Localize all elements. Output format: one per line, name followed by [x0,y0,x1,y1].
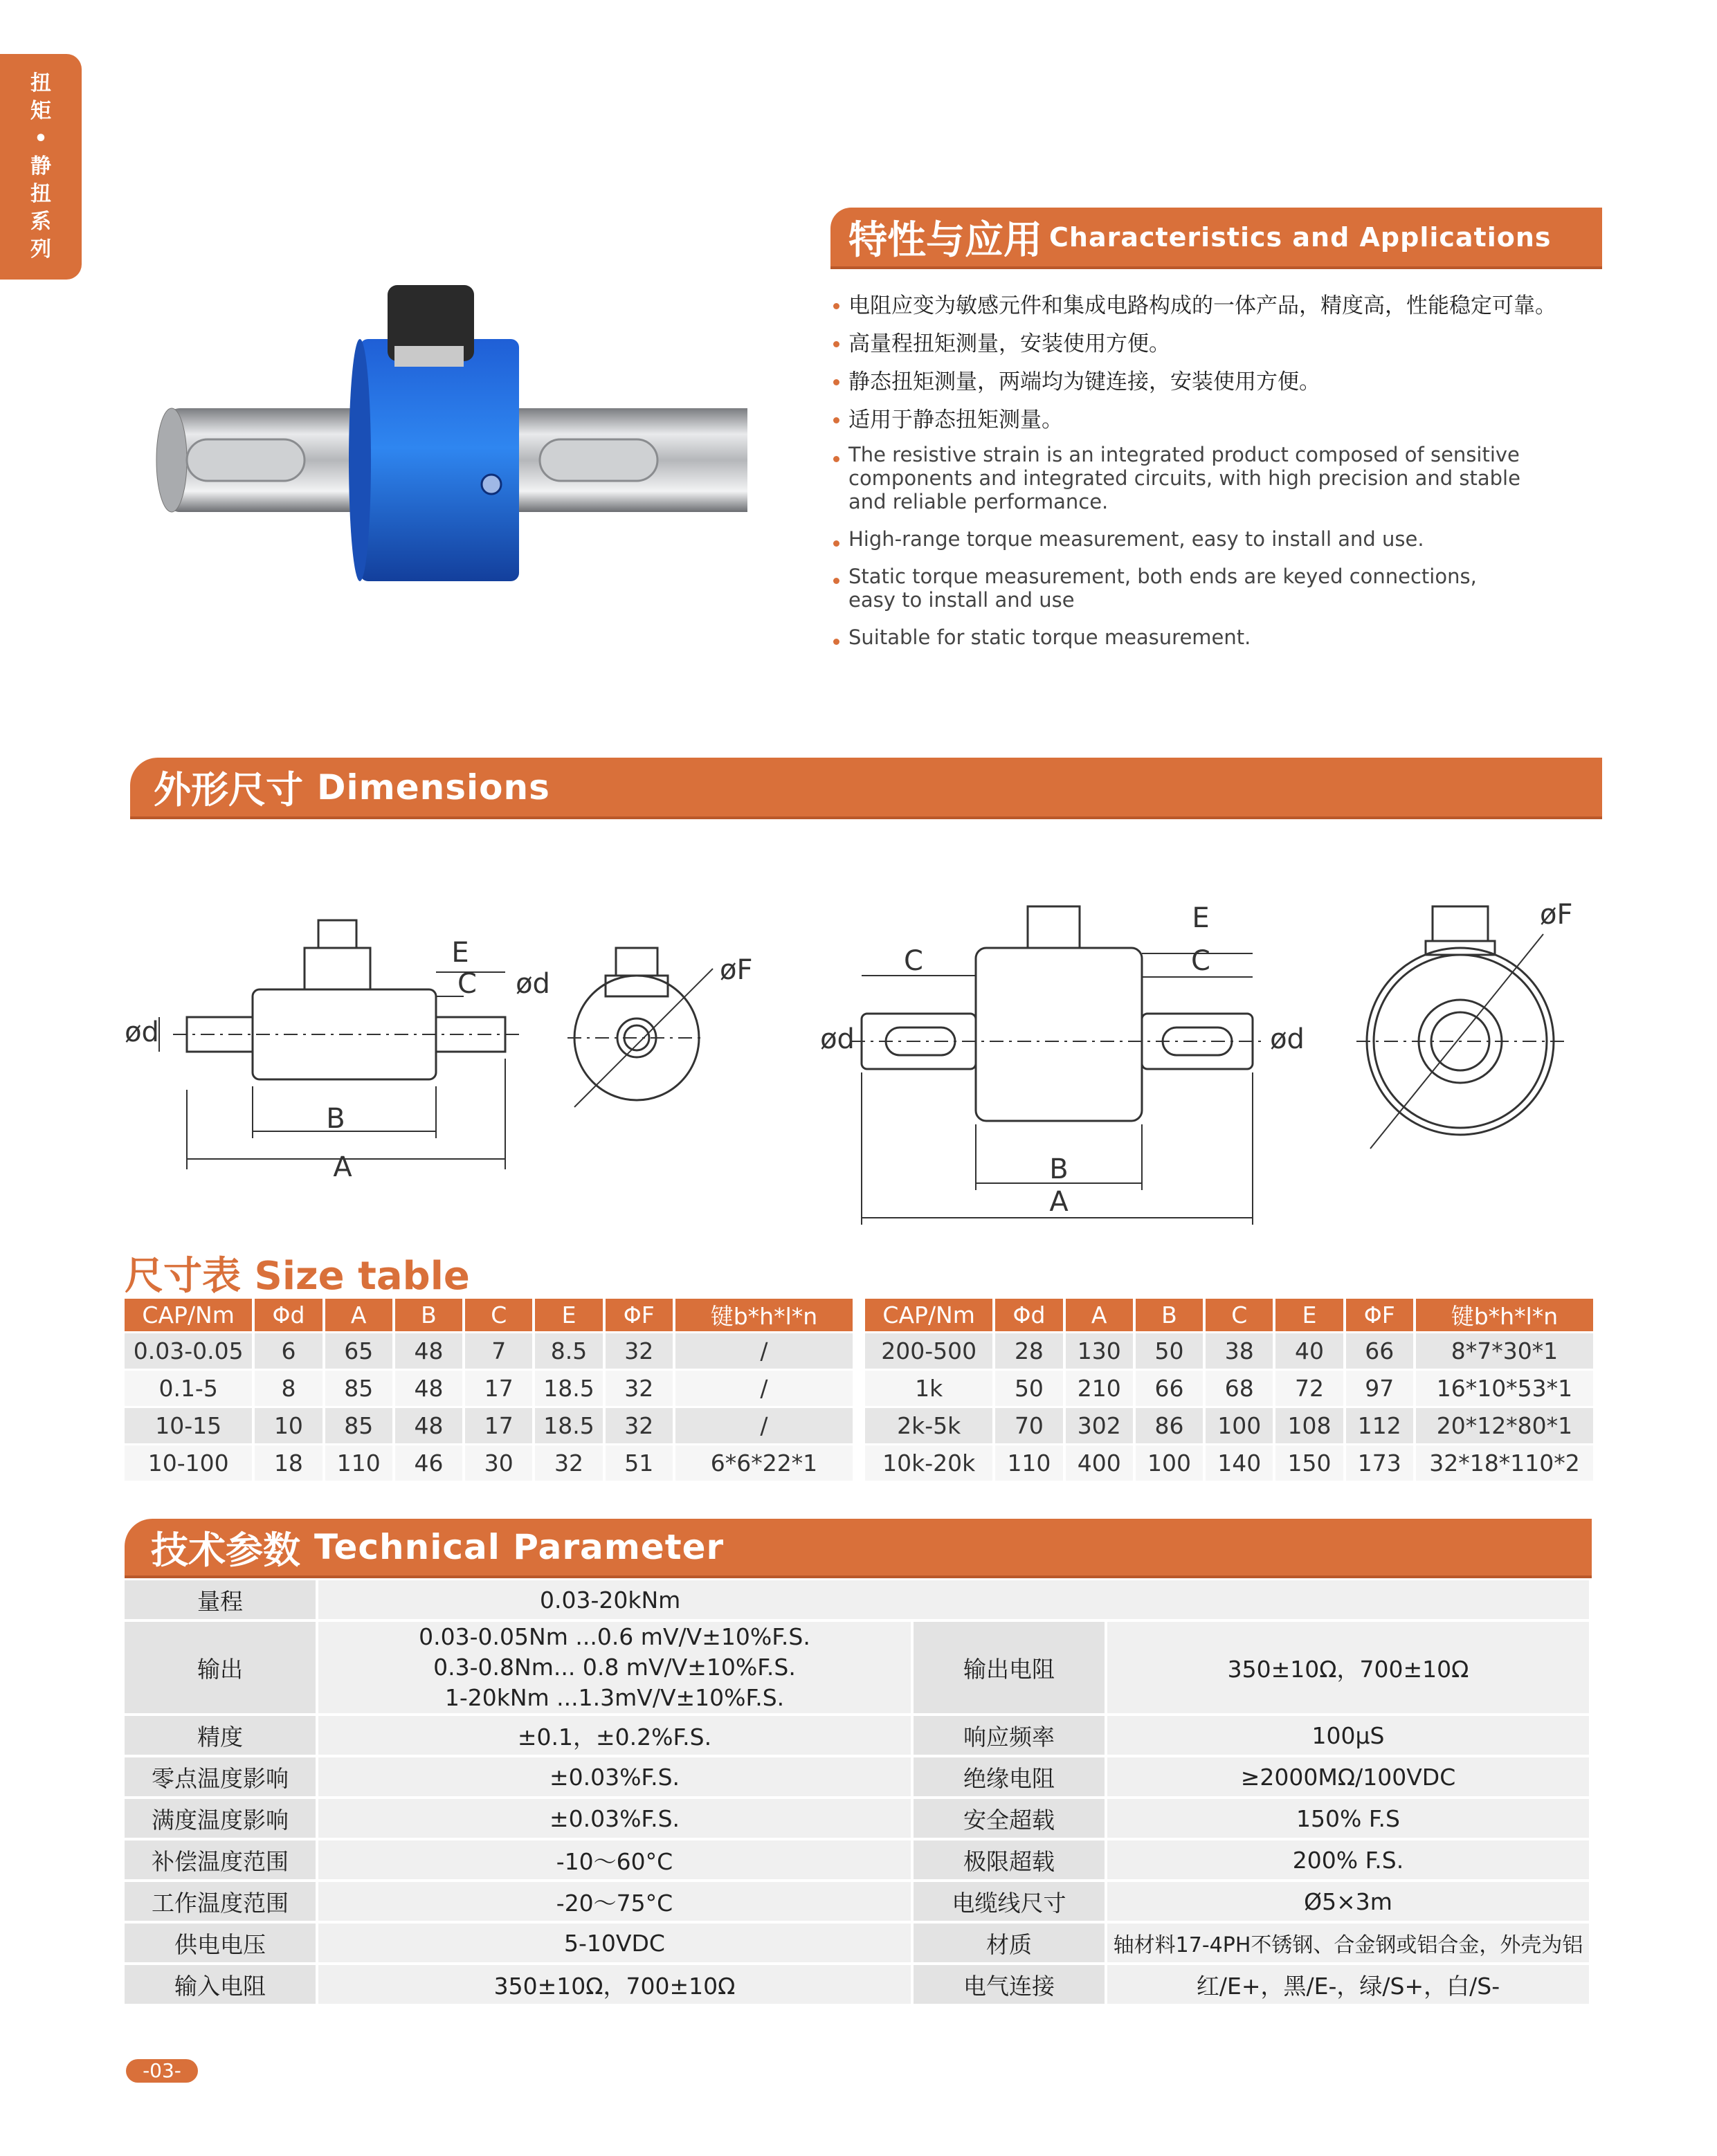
cell: 210 [1066,1371,1133,1406]
feature-cn: 电阻应变为敏感元件和集成电路构成的一体产品，精度高，性能稳定可靠。 [830,287,1619,325]
table-row [125,1622,1592,1713]
table-row [125,1445,853,1481]
cell: 18.5 [535,1371,602,1406]
cell: 32 [535,1445,602,1481]
cell: 16*10*53*1 [1416,1371,1593,1406]
cell: 48 [395,1333,462,1369]
cell: 32 [606,1371,673,1406]
output-line: 0.3-0.8Nm... 0.8 mV/V±10%F.S. [433,1654,796,1681]
size-table-title: 尺寸表 Size table [125,1254,470,1299]
table-row [125,1840,1592,1879]
cell: 66 [1346,1333,1413,1369]
tech-header [125,1519,1592,1575]
param-label: 材质 [914,1924,1107,1962]
cell: 68 [1206,1371,1273,1406]
cell: 110 [325,1445,392,1481]
cell: 28 [995,1333,1062,1369]
output-line: 1-20kNm ...1.3mV/V±10%F.S. [444,1684,785,1711]
cell: 65 [325,1333,392,1369]
cell: 32*18*110*2 [1416,1445,1593,1481]
label-b: B [1049,1153,1069,1185]
side-tab-char: 扭 [30,71,51,95]
side-tab-char: • [34,127,48,151]
feature-cn: 静态扭矩测量，两端均为键连接，安装使用方便。 [830,363,1619,401]
cell: 2k-5k [865,1408,992,1443]
param-value: Ø5×3m [1107,1882,1592,1921]
col-header: CAP/Nm [125,1299,252,1331]
product-photo [138,270,747,595]
label-e: E [1192,902,1210,934]
cell: 66 [1136,1371,1203,1406]
drawing-large-side [820,902,1305,1225]
param-label: 零点温度影响 [125,1757,318,1796]
table-row [125,1799,1592,1838]
cell: 173 [1346,1445,1413,1481]
param-label: 输入电阻 [125,1965,318,2004]
cell: 46 [395,1445,462,1481]
param-value: ±0.03%F.S. [318,1799,914,1838]
side-tab-char: 矩 [30,99,51,123]
cell: 30 [465,1445,532,1481]
dimensions-title-zh: 外形尺寸 [154,768,303,812]
cell: 400 [1066,1445,1133,1481]
table-row [125,1371,853,1406]
col-header: B [395,1299,462,1331]
label-e: E [451,937,469,969]
cell: 85 [325,1408,392,1443]
cell: 8*7*30*1 [1416,1333,1593,1369]
cell: 0.1-5 [125,1371,252,1406]
label-f: øF [1540,899,1573,931]
body-screw [482,475,501,494]
cell: 200-500 [865,1333,992,1369]
tech-title-zh: 技术参数 [151,1528,300,1572]
label-d: ød [125,1016,159,1048]
col-header: C [1206,1299,1273,1331]
param-value: 100μS [1107,1716,1592,1755]
cell: 302 [1066,1408,1133,1443]
key-slot-right [540,439,657,481]
cell: 112 [1346,1408,1413,1443]
side-tab-char: 静 [30,154,51,179]
cell: 130 [1066,1333,1133,1369]
col-header: 键b*h*l*n [675,1299,853,1331]
param-value: ≥2000MΩ/100VDC [1107,1757,1592,1796]
dimensions-title-en: Dimensions [317,767,550,807]
drawing-large-end [1356,899,1572,1149]
cell: 20*12*80*1 [1416,1408,1593,1443]
cell: 0.03-0.05 [125,1333,252,1369]
param-label: 输出 [125,1622,318,1713]
cell: 97 [1346,1371,1413,1406]
table-row [125,1408,853,1443]
tech-title-en: Technical Parameter [314,1527,725,1567]
table-row [125,1580,1592,1619]
cell: 32 [606,1408,673,1443]
param-label: 量程 [125,1580,318,1619]
size-table-right [862,1297,1596,1483]
col-header: 键b*h*l*n [1416,1299,1593,1331]
table-row [865,1371,1593,1406]
cell: 38 [1206,1333,1273,1369]
feature-cn: 高量程扭矩测量，安装使用方便。 [830,325,1619,363]
cell: 18.5 [535,1408,602,1443]
label-a: A [1049,1186,1069,1218]
col-header: Φd [255,1299,322,1331]
tech-parameter-table [125,1578,1592,2007]
connector-base [394,346,464,367]
size-table-left [122,1297,855,1483]
param-value: 150% F.S [1107,1799,1592,1838]
key-slot-left [187,439,305,481]
label-c: C [457,968,477,1000]
param-label: 电气连接 [914,1965,1107,2004]
dimension-drawings [118,893,1592,1239]
param-value: 轴材料17-4PH不锈钢、合金钢或铝合金，外壳为铝 [1107,1924,1592,1962]
param-value: ±0.03%F.S. [318,1757,914,1796]
cell: 32 [606,1333,673,1369]
param-label: 电缆线尺寸 [914,1882,1107,1921]
cell: 85 [325,1371,392,1406]
col-header: B [1136,1299,1203,1331]
drawing-small-side [125,920,519,1183]
param-value: 0.03-20kNm [318,1580,1592,1619]
col-header: E [1275,1299,1343,1331]
cell: 7 [465,1333,532,1369]
cell: 10 [255,1408,322,1443]
table-row [865,1408,1593,1443]
table-row [125,1716,1592,1755]
cell: 8.5 [535,1333,602,1369]
cell: / [675,1408,853,1443]
characteristics-title-zh: 特性与应用 [848,217,1042,263]
cell: 1k [865,1371,992,1406]
cell: 140 [1206,1445,1273,1481]
col-header: CAP/Nm [865,1299,992,1331]
param-value: -20～75°C [318,1882,914,1921]
param-value: 红/E+，黑/E-，绿/S+，白/S- [1107,1965,1592,2004]
col-header: ΦF [606,1299,673,1331]
table-row [125,1882,1592,1921]
cell: / [675,1333,853,1369]
label-d: ød [1270,1023,1305,1055]
cell: 6*6*22*1 [675,1445,853,1481]
param-value: -10～60°C [318,1840,914,1879]
param-label: 输出电阻 [914,1622,1107,1713]
feature-en: Static torque measurement, both ends are keyed connections, easy to install and use [830,565,1523,612]
cell: / [675,1371,853,1406]
cell: 72 [1275,1371,1343,1406]
cell: 10k-20k [865,1445,992,1481]
param-label: 工作温度范围 [125,1882,318,1921]
label-b: B [326,1103,345,1135]
label-c: C [1191,945,1210,977]
col-header: A [325,1299,392,1331]
side-tab-char: 系 [30,210,51,234]
cell: 150 [1275,1445,1343,1481]
output-line: 0.03-0.05Nm ...0.6 mV/V±10%F.S. [419,1623,810,1650]
side-tab-char: 扭 [30,182,51,206]
cell: 48 [395,1408,462,1443]
cell: 86 [1136,1408,1203,1443]
body-edge [349,339,371,581]
col-header: E [535,1299,602,1331]
label-d: ød [516,968,550,1000]
param-label: 绝缘电阻 [914,1757,1107,1796]
param-value: 5-10VDC [318,1924,914,1962]
param-value: ±0.1，±0.2%F.S. [318,1716,914,1755]
table-row [865,1333,1593,1369]
series-side-tab [0,54,82,280]
param-label: 安全超载 [914,1799,1107,1838]
label-c: C [904,945,923,977]
cell: 17 [465,1408,532,1443]
page-number: -03- [126,2059,198,2083]
drawing-small-end [516,948,752,1107]
feature-cn: 适用于静态扭矩测量。 [830,401,1619,439]
cell: 10-15 [125,1408,252,1443]
sensor-body [360,339,519,581]
cell: 100 [1206,1408,1273,1443]
features-cn-list [830,287,1619,439]
feature-en: The resistive strain is an integrated product composed of sensitive components and integrated circuits, with high precision and stable and reliable performance. [830,443,1523,513]
table-row [125,1965,1592,2004]
cell: 108 [1275,1408,1343,1443]
param-value [318,1622,914,1713]
feature-en: Suitable for static torque measurement. [830,625,1523,649]
param-label: 供电电压 [125,1924,318,1962]
cell: 18 [255,1445,322,1481]
cell: 8 [255,1371,322,1406]
col-header: ΦF [1346,1299,1413,1331]
col-header: C [465,1299,532,1331]
param-label: 响应频率 [914,1716,1107,1755]
dimensions-header [130,758,1602,816]
table-row [125,1924,1592,1962]
shaft-end [156,408,187,512]
feature-en: High-range torque measurement, easy to install and use. [830,527,1523,551]
characteristics-header [830,208,1602,266]
label-f: øF [720,954,753,986]
cell: 40 [1275,1333,1343,1369]
table-row [865,1445,1593,1481]
features-en-list [830,443,1523,663]
cell: 51 [606,1445,673,1481]
cell: 48 [395,1371,462,1406]
param-value: 350±10Ω，700±10Ω [318,1965,914,2004]
cell: 10-100 [125,1445,252,1481]
param-label: 精度 [125,1716,318,1755]
characteristics-title-en: Characteristics and Applications [1049,221,1552,253]
cell: 6 [255,1333,322,1369]
param-label: 极限超载 [914,1840,1107,1879]
param-value: 350±10Ω，700±10Ω [1107,1622,1592,1713]
param-label: 满度温度影响 [125,1799,318,1838]
col-header: Φd [995,1299,1062,1331]
cell: 17 [465,1371,532,1406]
cell: 100 [1136,1445,1203,1481]
cell: 50 [995,1371,1062,1406]
param-label: 补偿温度范围 [125,1840,318,1879]
label-a: A [333,1151,352,1183]
table-row [125,1757,1592,1796]
cell: 110 [995,1445,1062,1481]
cell: 50 [1136,1333,1203,1369]
col-header: A [1066,1299,1133,1331]
side-tab-char: 列 [30,237,51,262]
label-d: ød [820,1023,855,1055]
table-row [125,1333,853,1369]
param-value: 200% F.S. [1107,1840,1592,1879]
cell: 70 [995,1408,1062,1443]
